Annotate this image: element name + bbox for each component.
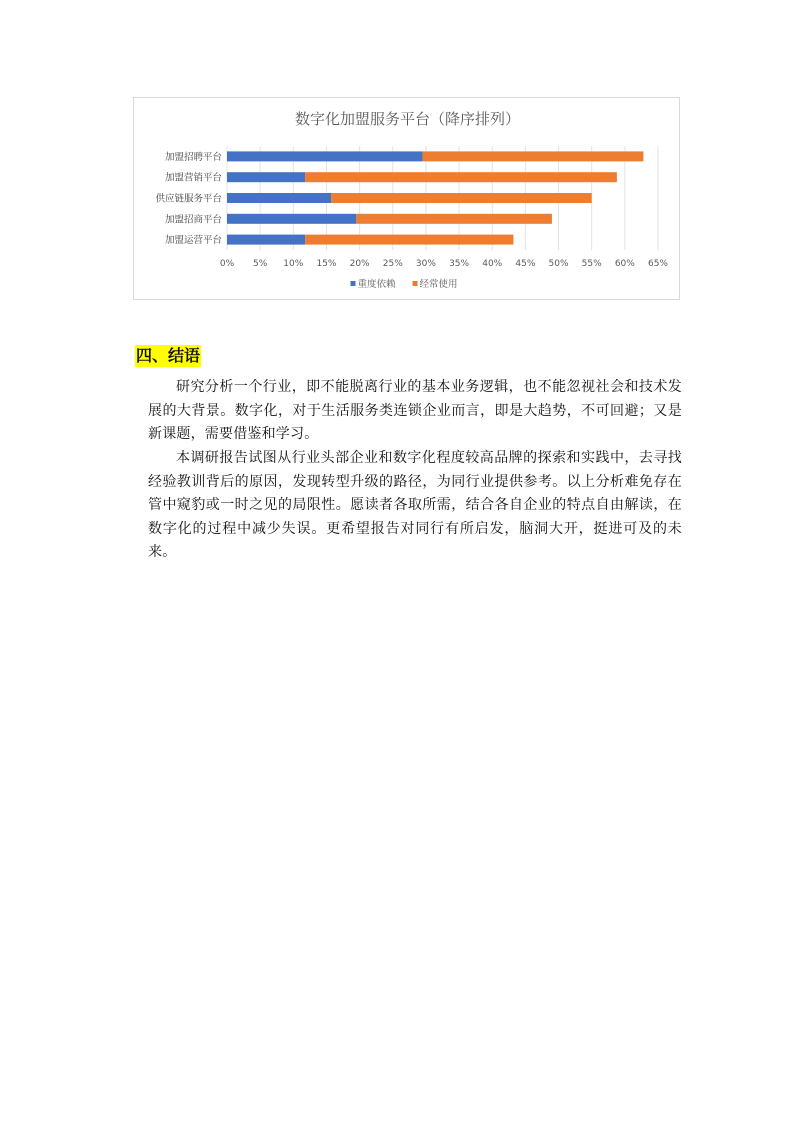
x-tick-label: 45% <box>515 259 536 269</box>
x-tick-label: 55% <box>581 259 602 269</box>
x-tick-label: 5% <box>253 259 268 269</box>
category-label: 加盟营销平台 <box>164 172 222 184</box>
chart-title: 数字化加盟服务平台（降序排列） <box>294 110 521 128</box>
paragraph-1: 研究分析一个行业，即不能脱离行业的基本业务逻辑，也不能忽视社会和技术发展的大背景。数字化，对于生活服务类连锁企业而言，即是大趋势，不可回避；又是新课题，需要借鉴和学习。 <box>148 379 682 442</box>
x-tick-label: 10% <box>283 259 304 269</box>
bar-heavy <box>227 172 305 182</box>
chart-container <box>133 97 680 300</box>
legend <box>351 278 458 290</box>
stacked-bar-chart <box>134 98 681 301</box>
legend-label: 经常使用 <box>419 279 458 290</box>
x-tick-label: 35% <box>449 259 470 269</box>
bar-frequent <box>423 151 644 161</box>
x-tick-label: 60% <box>614 259 635 269</box>
bar-frequent <box>305 172 617 182</box>
bar-heavy <box>227 214 356 224</box>
bar-heavy <box>227 193 331 203</box>
section-heading: 四、结语 <box>136 346 201 365</box>
category-label: 供应链服务平台 <box>155 193 222 205</box>
bar-frequent <box>305 235 513 245</box>
category-label: 加盟招商平台 <box>164 214 222 226</box>
x-tick-labels <box>220 259 669 269</box>
category-label: 加盟运营平台 <box>164 235 222 247</box>
bar-heavy <box>227 235 305 245</box>
x-tick-label: 50% <box>548 259 569 269</box>
legend-swatch <box>351 281 356 286</box>
legend-swatch <box>413 281 418 286</box>
legend-label: 重度依赖 <box>357 279 396 290</box>
category-label: 加盟招聘平台 <box>164 151 222 163</box>
x-tick-label: 30% <box>415 259 436 269</box>
x-tick-label: 20% <box>349 259 370 269</box>
bar-heavy <box>227 151 423 161</box>
x-tick-label: 25% <box>382 259 403 269</box>
bars <box>227 151 643 244</box>
x-tick-label: 40% <box>482 259 503 269</box>
bar-frequent <box>331 193 592 203</box>
category-labels <box>155 151 222 246</box>
x-tick-label: 0% <box>219 259 235 269</box>
bar-frequent <box>356 214 552 224</box>
paragraph-2: 本调研报告试图从行业头部企业和数字化程度较高品牌的探索和实践中，去寻找经验教训背后的原因，发现转型升级的路径，为同行业提供参考。以上分析难免存在管中窥豹或一时之见的局限性。愿读者各取所需，结合各自企业的特点自由解读，在数字化的过程中减少失误。更希望报告对同行有所启发，脑洞大开，挺进可及的未来。 <box>148 450 682 560</box>
x-tick-label: 65% <box>647 259 669 269</box>
x-tick-label: 15% <box>316 259 337 269</box>
